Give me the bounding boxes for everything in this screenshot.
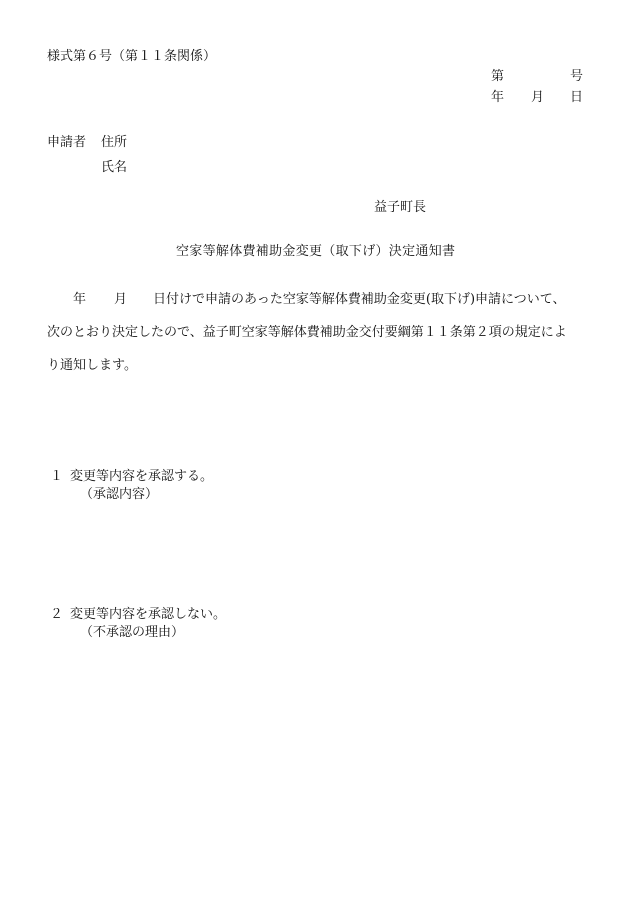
- decision-item-approve-detail: （承認内容）: [80, 487, 159, 502]
- applicant-address-label: 住所: [101, 135, 128, 150]
- body-text: [47, 292, 587, 391]
- date-day-label: 日: [570, 90, 584, 105]
- form-number: 様式第６号（第１１条関係）: [47, 49, 217, 64]
- decision-item-text: 変更等内容を承認しない。: [70, 607, 227, 622]
- document-number-suffix: 号: [570, 69, 584, 84]
- date-month-label: 月: [531, 90, 545, 105]
- decision-item-approve: [50, 470, 213, 483]
- body-line-3: り通知します。: [47, 358, 137, 373]
- document-title: 空家等解体費補助金変更（取下げ）決定通知書: [176, 244, 456, 259]
- body-line-2: 次のとおり決定したので、益子町空家等解体費補助金交付要綱第１１条第２項の規定によ: [47, 325, 567, 340]
- decision-item-reject-detail: （不承認の理由）: [80, 625, 185, 640]
- decision-item-reject: [50, 608, 226, 621]
- body-line-1: [47, 292, 587, 325]
- decision-item-number: ２: [50, 607, 64, 622]
- applicant-label: 申請者: [47, 135, 87, 150]
- decision-item-number: １: [50, 469, 64, 484]
- issuer: 益子町長: [374, 200, 427, 215]
- applicant-name-label: 氏名: [101, 160, 128, 175]
- decision-item-text: 変更等内容を承認する。: [70, 469, 214, 484]
- body-line-1-text: 日付けで申請のあった空家等解体費補助金変更(取下げ)申請について、: [153, 292, 566, 307]
- document-number-label: 第: [491, 69, 505, 84]
- body-month: 月: [114, 292, 128, 307]
- body-year: 年: [73, 292, 87, 307]
- date-year-label: 年: [491, 90, 505, 105]
